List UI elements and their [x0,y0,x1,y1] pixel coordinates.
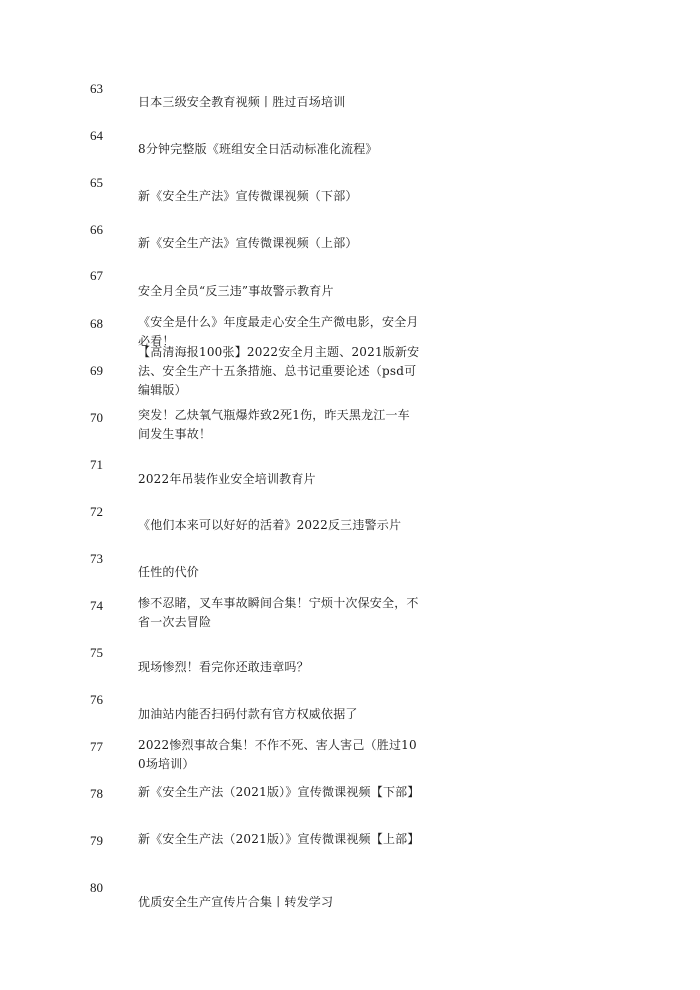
item-title: 日本三级安全教育视频丨胜过百场培训 [138,95,346,109]
item-number: 68 [90,316,103,331]
item-number: 71 [90,457,103,472]
item-number: 75 [90,645,103,660]
item-title: 安全月全员“反三违”事故警示教育片 [138,284,334,298]
item-title: 新《安全生产法》宣传微课视频（上部） [138,236,358,250]
item-number: 69 [90,363,103,378]
item-title: 新《安全生产法（2021版）》宣传微课视频【下部】 [138,785,420,799]
item-number: 77 [90,739,103,754]
item-title: 新《安全生产法（2021版）》宣传微课视频【上部】 [138,832,420,846]
item-title: 优质安全生产宣传片合集丨转发学习 [138,895,334,909]
item-number: 64 [90,128,103,143]
item-title: 2022年吊装作业安全培训教育片 [138,472,316,486]
item-title: 现场惨烈！看完你还敢违章吗？ [138,660,309,674]
item-title: 8分钟完整版《班组安全日活动标准化流程》 [138,142,378,156]
item-title: 【高清海报100张】2022安全月主题、2021版新安法、安全生产十五条措施、总书记重要论述（psd可编辑版） [138,345,420,397]
item-number: 79 [90,833,103,848]
item-title: 2022惨烈事故合集！不作不死、害人害己（胜过100场培训） [138,738,417,771]
item-number: 70 [90,410,103,425]
item-title: 加油站内能否扫码付款有官方权威依据了 [138,707,358,721]
item-title: 任性的代价 [138,565,200,579]
item-number: 67 [90,268,103,283]
item-title: 《他们本来可以好好的活着》2022反三违警示片 [138,518,402,532]
item-number: 78 [90,786,103,801]
item-title: 惨不忍睹，叉车事故瞬间合集！宁烦十次保安全，不省一次去冒险 [138,596,419,629]
item-title: 突发！乙炔氧气瓶爆炸致2死1伤，昨天黑龙江一车间发生事故！ [138,408,410,441]
item-number: 80 [90,880,103,895]
item-number: 74 [90,598,103,613]
item-number: 72 [90,504,103,519]
item-number: 63 [90,81,103,96]
item-number: 66 [90,222,103,237]
item-title: 新《安全生产法》宣传微课视频（下部） [138,189,358,203]
item-title: 《安全是什么》年度最走心安全生产微电影，安全月必看！ [138,315,419,348]
item-number: 65 [90,175,103,190]
item-number: 73 [90,551,103,566]
item-number: 76 [90,692,103,707]
